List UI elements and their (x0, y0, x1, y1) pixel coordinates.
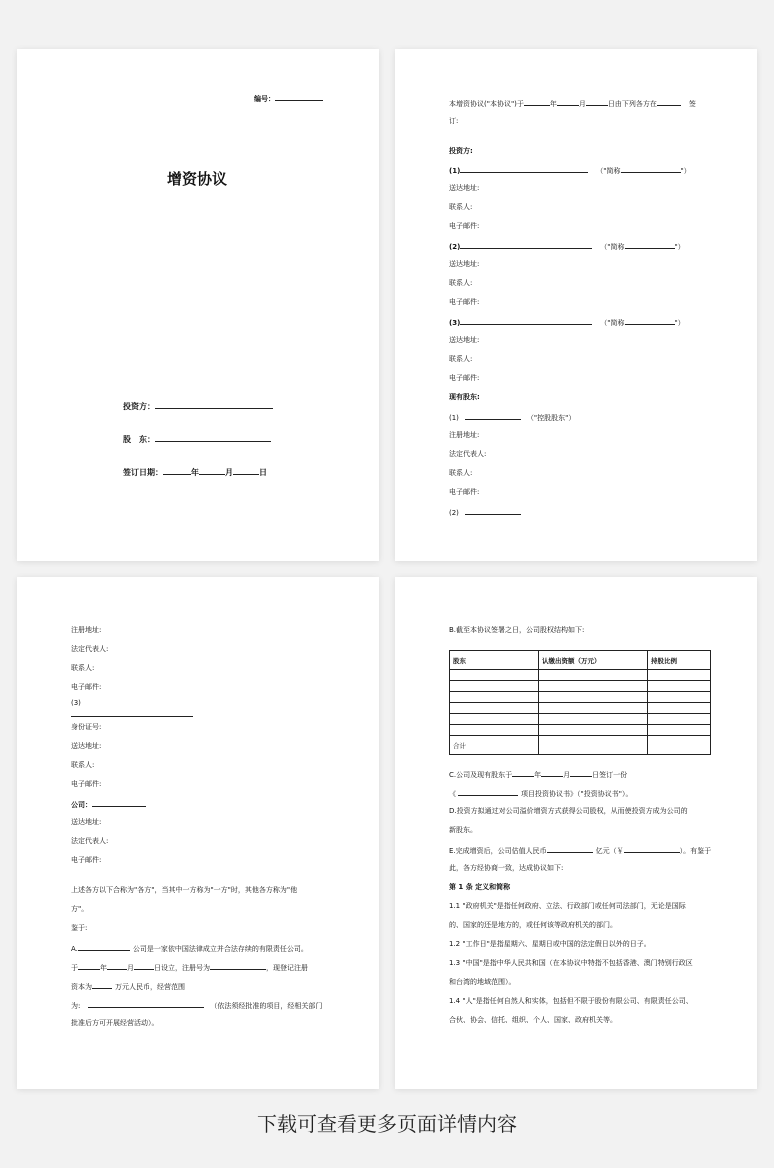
day-label: 日 (259, 468, 267, 477)
table-cell (648, 725, 711, 736)
recital-a-line-3 (71, 981, 185, 992)
table-cell (648, 736, 711, 755)
table-cell (539, 670, 648, 681)
recital-e-text: E.完成增资后，公司估值人民币 (449, 847, 547, 855)
month-blank (199, 467, 225, 475)
blank (107, 962, 127, 970)
legal-rep-label: 法定代表人: (449, 450, 487, 458)
table-cell (539, 714, 648, 725)
blank (625, 317, 675, 325)
contact-label: 联系人: (449, 469, 473, 477)
month-label: 月 (563, 771, 571, 779)
blank (465, 412, 521, 420)
contact-label: 联系人: (449, 355, 473, 363)
year-label: 年 (534, 771, 542, 779)
blank (625, 241, 675, 249)
blank (78, 943, 130, 951)
holder-1-row (449, 412, 575, 423)
table-cell (648, 714, 711, 725)
blank (71, 709, 193, 717)
table-cell (648, 692, 711, 703)
investor-2-num: (2) (449, 243, 461, 251)
contact-label: 联系人: (449, 279, 473, 287)
table-cell (450, 725, 539, 736)
recital-d-line-1: D.投资方拟通过对公司溢价增资方式获得公司股权，从而使投资方成为公司的 (449, 807, 688, 815)
year-label: 年 (100, 964, 107, 972)
table-row (450, 703, 711, 714)
recital-c-line-2 (449, 788, 632, 799)
book-title-open: 《 (449, 790, 456, 798)
investor-1-close: "） (680, 167, 691, 175)
investor-3-num: (3) (449, 319, 461, 327)
blank (541, 769, 563, 777)
holder-1-short: （"控股股东"） (526, 414, 576, 422)
intro-line-2: 订: (449, 117, 459, 125)
total-label: 合计 (450, 736, 539, 755)
recital-e-line-2: 此，各方经协商一致，达成协议如下: (449, 864, 564, 872)
blank (657, 98, 681, 106)
month-label: 月 (225, 468, 233, 477)
table-cell (450, 703, 539, 714)
investor-3-short: （"简称 (600, 319, 625, 327)
table-cell (648, 703, 711, 714)
recital-a-prefix: A. (71, 945, 78, 953)
document-page-cover (17, 49, 379, 561)
address-label: 送达地址: (71, 742, 102, 750)
clause-1-3-line-2: 和台湾的地域范围）。 (449, 978, 516, 986)
recital-a-line-1 (71, 943, 308, 954)
email-label: 电子邮件: (449, 222, 480, 230)
capital-tail: 万元人民币，经营范围 (115, 983, 185, 991)
table-row (450, 681, 711, 692)
table-header-row (450, 651, 711, 670)
blank (586, 98, 608, 106)
recital-c-text: C.公司及现有股东于 (449, 771, 513, 779)
address-label: 送达地址: (71, 818, 102, 826)
recital-c-tail: 项目投资协议书》（"投资协议书"）。 (521, 790, 633, 798)
month-label: 月 (127, 964, 134, 972)
document-page-whereas (17, 577, 379, 1089)
table-cell (450, 692, 539, 703)
intro-text: 本增资协议("本协议")于 (449, 100, 524, 108)
sign-date-row (123, 467, 267, 478)
day-blank (233, 467, 259, 475)
contract-number-row (254, 93, 323, 104)
table-cell (648, 681, 711, 692)
email-label: 电子邮件: (449, 488, 480, 496)
download-caption: 下载可查看更多页面详情内容 (257, 1112, 517, 1136)
reg-address-label: 注册地址: (71, 626, 102, 634)
blank (512, 769, 534, 777)
column-header-subscribed-capital: 认缴出资额（万元） (539, 651, 648, 670)
sign-date-label: 签订日期： (123, 468, 163, 477)
id-number-label: 身份证号: (71, 723, 102, 731)
recital-b: B.截至本协议签署之日，公司股权结构如下: (449, 626, 585, 634)
column-header-share-ratio: 持股比例 (648, 651, 711, 670)
email-label: 电子邮件: (449, 298, 480, 306)
blank (460, 241, 592, 249)
blank (524, 98, 550, 106)
contact-label: 联系人: (71, 664, 95, 672)
contact-label: 联系人: (449, 203, 473, 211)
holder-2-row (449, 507, 521, 518)
investor-2-close: "） (674, 243, 685, 251)
recital-a-tail: ，现登记注册 (266, 964, 308, 972)
recital-a-line-5: 批准后方可开展经营活动）。 (71, 1019, 159, 1027)
table-cell (539, 681, 648, 692)
blank (460, 317, 592, 325)
blank (547, 845, 593, 853)
party-3-num: (3) (71, 699, 81, 707)
at-label: 于 (71, 964, 78, 972)
table-row (450, 725, 711, 736)
scope-tail: （依法须经批准的项目，经相关部门 (210, 1002, 323, 1010)
blank (134, 962, 154, 970)
table-cell (539, 692, 648, 703)
blank (621, 165, 681, 173)
investor-blank (155, 401, 273, 409)
investor-1-num: (1) (449, 167, 461, 175)
blank (557, 98, 579, 106)
article-1-heading: 第 1 条 定义和简称 (449, 883, 511, 891)
column-header-shareholder: 股东 (450, 651, 539, 670)
existing-shareholders-heading: 现有股东: (449, 393, 480, 401)
email-label: 电子邮件: (449, 374, 480, 382)
table-row (450, 670, 711, 681)
table-total-row (450, 736, 711, 755)
legal-rep-label: 法定代表人: (71, 645, 109, 653)
recital-e-tail: ）。有鉴于 (679, 847, 712, 855)
company-row (71, 799, 146, 810)
address-label: 送达地址: (449, 184, 480, 192)
table-cell (539, 725, 648, 736)
investor-label: 投资方： (123, 402, 155, 411)
investor-row (123, 401, 273, 412)
holder-2-num: (2) (449, 509, 459, 517)
scope-label: 为: (71, 1002, 81, 1010)
company-label: 公司： (71, 801, 92, 809)
email-label: 电子邮件: (71, 780, 102, 788)
parties-definition-line-2: 方"。 (71, 905, 89, 913)
document-title: 增资协议 (167, 170, 228, 188)
capital-label: 资本为 (71, 983, 92, 991)
contract-number-label: 编号： (254, 95, 275, 103)
clause-1-4-line-2: 合伙、协会、信托、组织、个人、国家、政府机关等。 (449, 1016, 617, 1024)
investor-1-row (449, 165, 691, 176)
investor-3-row (449, 317, 685, 328)
investor-3-close: "） (674, 319, 685, 327)
table-cell (648, 670, 711, 681)
clause-1-1-line-1: 1.1 "政府机关"是指任何政府、立法、行政部门或任何司法部门，无论是国际 (449, 902, 686, 910)
blank (92, 799, 146, 807)
intro-day: 日由下列各方在 (607, 100, 657, 108)
blank (92, 981, 112, 989)
parties-definition-line-1: 上述各方以下合称为"各方"，当其中一方称为"一方"时，其他各方称为"他 (71, 886, 298, 894)
year-blank (163, 467, 191, 475)
table-cell (450, 670, 539, 681)
day-label: 日签订一份 (592, 771, 628, 779)
shareholder-label: 股 东： (123, 435, 155, 444)
email-label: 电子邮件: (71, 683, 102, 691)
blank (78, 962, 100, 970)
clause-1-1-line-2: 的、国家的还是地方的，或任何该等政府机关的部门。 (449, 921, 617, 929)
intro-sign: 签 (688, 100, 696, 108)
party-3-blank-row (71, 709, 193, 720)
clause-1-4-line-1: 1.4 "人"是指任何自然人和实体，包括但不限于股份有限公司、有限责任公司、 (449, 997, 693, 1005)
investor-1-short: （"简称 (596, 167, 621, 175)
blank (88, 1000, 204, 1008)
blank (460, 165, 588, 173)
recital-a-line-2 (71, 962, 308, 973)
recital-c-line-1 (449, 769, 627, 780)
day-label: 日设立，注册号为 (154, 964, 210, 972)
table-cell (450, 714, 539, 725)
email-label: 电子邮件: (71, 856, 102, 864)
clause-1-3-line-1: 1.3 "中国"是指中华人民共和国（在本协议中特指不包括香港、澳门特别行政区 (449, 959, 693, 967)
investor-2-row (449, 241, 685, 252)
whereas-label: 鉴于: (71, 924, 88, 932)
shareholder-blank (155, 434, 271, 442)
recital-d-line-2: 新股东。 (449, 826, 477, 834)
blank (465, 507, 521, 515)
shareholder-row (123, 434, 271, 445)
clause-1-2: 1.2 "工作日"是指星期六、星期日或中国的法定假日以外的日子。 (449, 940, 651, 948)
investor-heading: 投资方: (449, 147, 473, 155)
recital-e-unit: 亿元（￥ (595, 847, 624, 855)
blank (210, 962, 266, 970)
recital-a-text: 公司是一家依中国法律成立并合法存续的有限责任公司。 (132, 945, 308, 953)
contact-label: 联系人: (71, 761, 95, 769)
equity-structure-table (449, 650, 711, 755)
blank (570, 769, 592, 777)
investor-2-short: （"简称 (600, 243, 625, 251)
address-label: 送达地址: (449, 260, 480, 268)
intro-year: 年 (549, 100, 557, 108)
intro-line (449, 98, 696, 109)
blank (624, 845, 680, 853)
intro-month: 月 (578, 100, 586, 108)
blank (458, 788, 518, 796)
holder-1-num: (1) (449, 414, 459, 422)
recital-e-line-1 (449, 845, 711, 856)
address-label: 送达地址: (449, 336, 480, 344)
table-cell (539, 736, 648, 755)
document-page-parties (395, 49, 757, 561)
table-row (450, 714, 711, 725)
reg-address-label: 注册地址: (449, 431, 480, 439)
table-cell (450, 681, 539, 692)
year-label: 年 (191, 468, 199, 477)
table-row (450, 692, 711, 703)
recital-a-line-4 (71, 1000, 322, 1011)
contract-number-blank (275, 93, 323, 101)
document-page-definitions (395, 577, 757, 1089)
table-cell (539, 703, 648, 714)
legal-rep-label: 法定代表人: (71, 837, 109, 845)
